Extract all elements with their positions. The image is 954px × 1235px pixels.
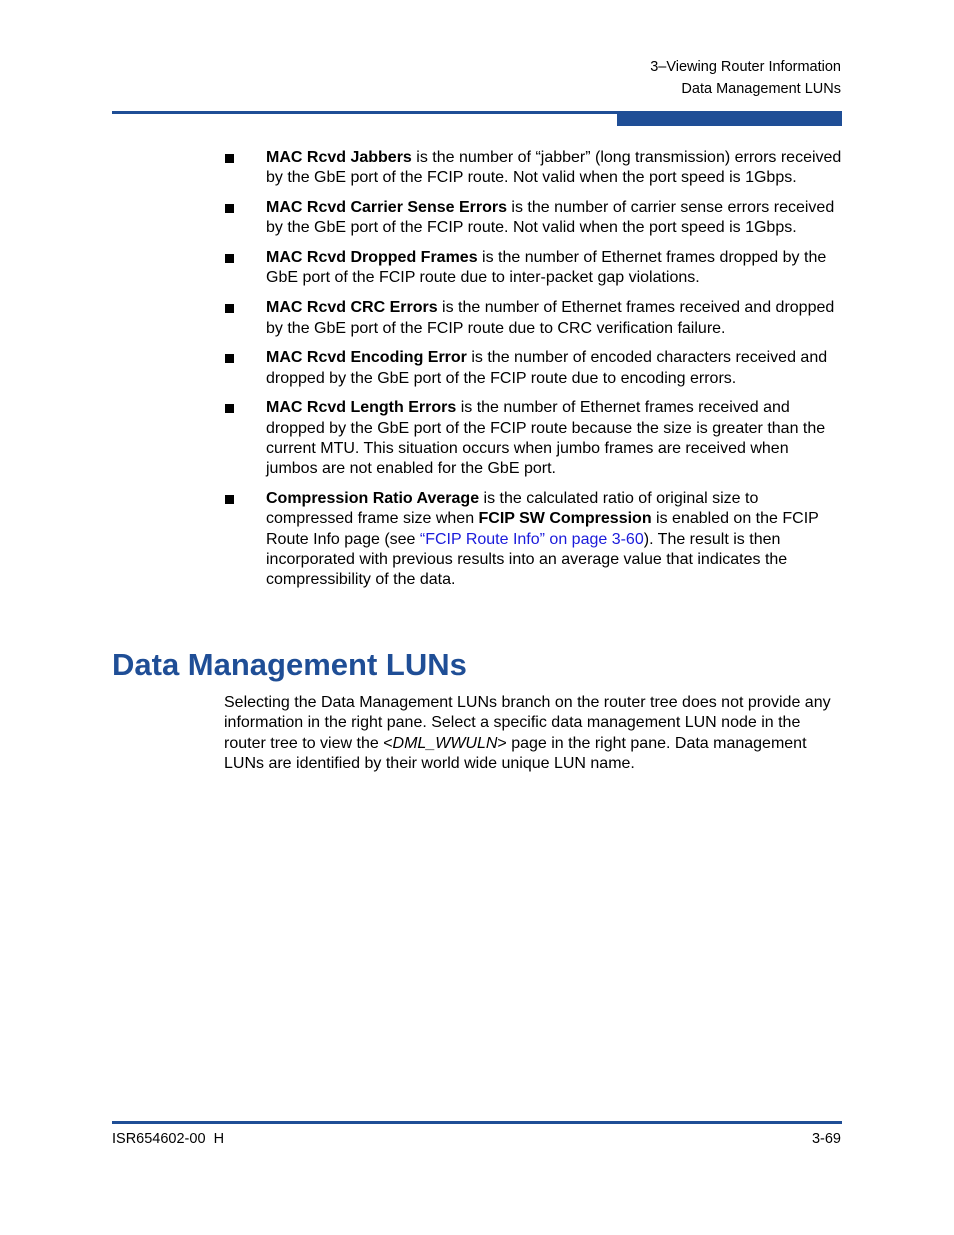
footer-page-number: 3-69 [811,1131,841,1147]
definition-text: is the number of carrier sense errors received by the GbE port of the FCIP route. Not valid when the port speed is 1Gbps. [266,199,835,237]
list-item [224,348,844,389]
term-mac-rcvd-encoding-error: MAC Rcvd Encoding Error [266,349,467,367]
term-fcip-sw-compression: FCIP SW Compression [478,510,652,528]
list-item [224,148,844,189]
running-header-section: Data Management LUNs [681,81,841,97]
footer-doc-id: ISR654602-00 H [112,1131,225,1147]
list-item [224,198,844,239]
paragraph-text: > page in the right pane. Data management LUNs are identified by their world wide unique LUN name. [224,734,807,772]
list-item [224,298,844,339]
term-compression-ratio-average: Compression Ratio Average [266,490,480,508]
definition-text: is enabled on the FCIP Route Info page (see [266,510,819,548]
term-mac-rcvd-dropped-frames: MAC Rcvd Dropped Frames [266,249,478,267]
term-mac-rcvd-jabbers: MAC Rcvd Jabbers [266,149,412,166]
list-item [224,398,844,479]
square-bullet-icon [225,304,234,313]
header-rule-block [617,111,842,126]
paragraph-text: Selecting the Data Management LUNs branch on the router tree does not provide any information in the right pane. Select a specific data management LUN node in the router tree to view the < [224,694,831,752]
square-bullet-icon [225,404,234,413]
definition-text: is the calculated ratio of original size to compressed frame size when [266,490,759,528]
square-bullet-icon [225,495,234,504]
square-bullet-icon [225,204,234,213]
list-item [224,248,844,289]
paragraph-italic-term: DML_WWULN [392,734,498,752]
section-heading: Data Management LUNs [112,647,467,682]
footer-rule [112,1121,842,1124]
definition-text: is the number of encoded characters received and dropped by the GbE port of the FCIP route due to encoding errors. [266,349,828,387]
list-item [224,489,844,590]
term-mac-rcvd-length-errors: MAC Rcvd Length Errors [266,399,457,417]
cross-reference-link[interactable]: “FCIP Route Info” on page 3-60 [419,530,644,548]
definition-list [224,148,844,600]
definition-text: is the number of “jabber” (long transmission) errors received by the GbE port of the FCIP route. Not valid when the port speed is 1Gbps. [266,149,842,187]
running-header-chapter: 3–Viewing Router Information [650,59,841,75]
term-mac-rcvd-carrier-sense-errors: MAC Rcvd Carrier Sense Errors [266,199,507,217]
definition-text: ). The result is then incorporated with previous results into an average value that indicates the compressibility of the data. [266,530,788,589]
square-bullet-icon [225,354,234,363]
section-paragraph [224,693,844,774]
term-mac-rcvd-crc-errors: MAC Rcvd CRC Errors [266,299,438,317]
definition-text: is the number of Ethernet frames received and dropped by the GbE port of the FCIP route because the size is greater than the current MTU. This situation occurs when jumbo frames are received when jumbos are not enabled for the GbE port. [266,399,826,478]
square-bullet-icon [225,154,234,163]
square-bullet-icon [225,254,234,263]
definition-text: is the number of Ethernet frames received and dropped by the GbE port of the FCIP route due to CRC verification failure. [266,299,835,337]
definition-text: is the number of Ethernet frames dropped by the GbE port of the FCIP route due to inter-packet gap violations. [266,249,827,287]
